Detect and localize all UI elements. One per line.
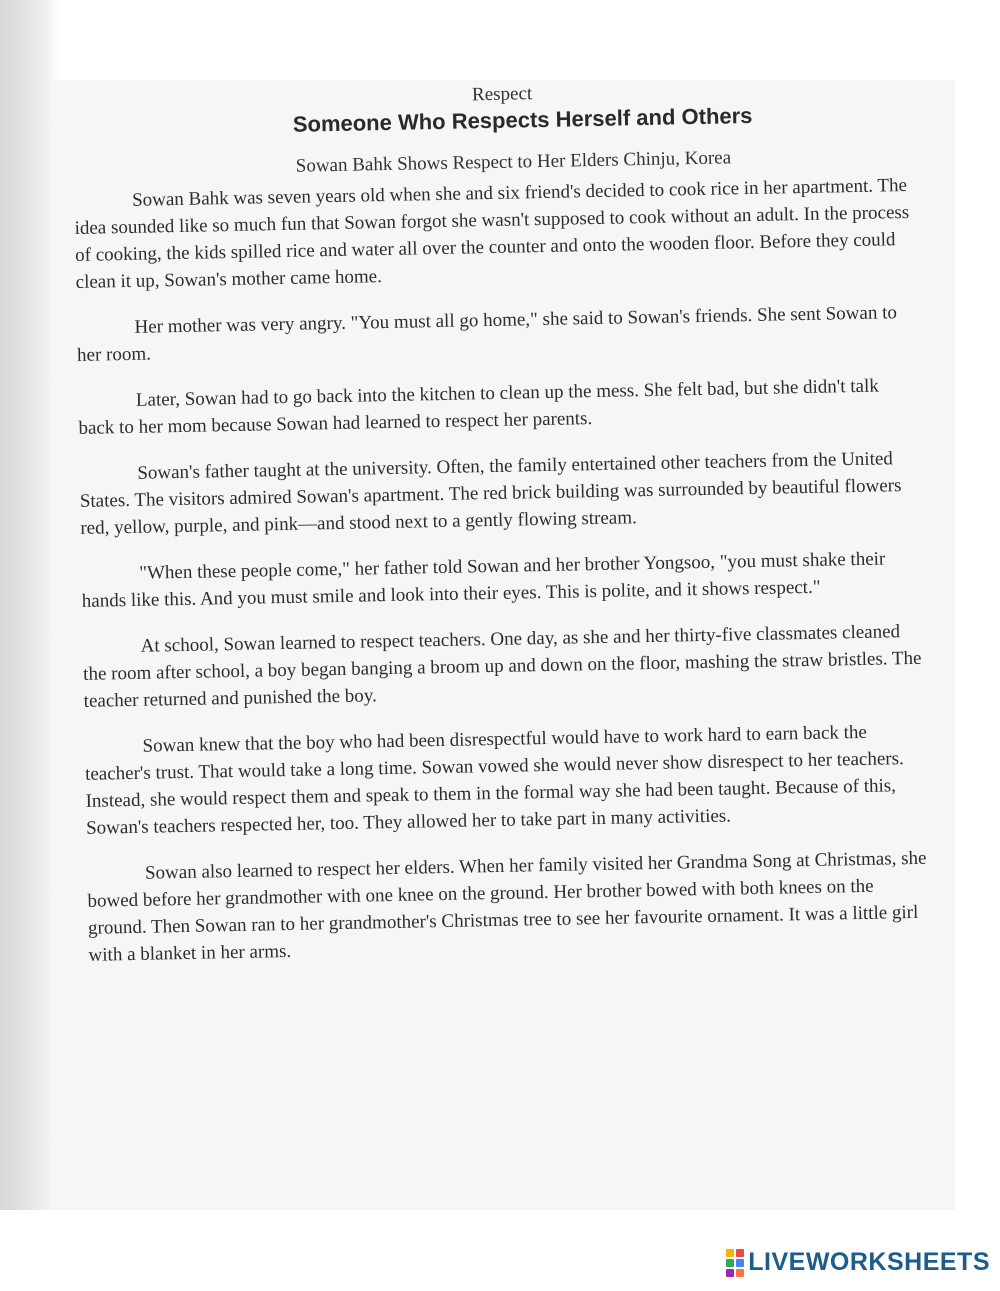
worksheet-document [72,76,929,969]
logo-square [726,1259,734,1267]
logo-square [726,1269,734,1277]
logo-square [726,1249,734,1257]
paragraph-6: At school, Sowan learned to respect teachers. One day, as she and her thirty-five classmates cleaned the room after school, a boy began banging a broom up and down on the floor, mashing the straw bristles. The teacher returned and punished the boy. [82,621,922,712]
paragraph-5: "When these people come," her father told Sowan and her brother Yongsoo, "you must shake their hands like this. And you must smile and look into their eyes. This is polite, and it shows respect." [81,548,886,612]
paragraph-1: Sowan Bahk was seven years old when she and six friend's decided to cook rice in her apartment. The idea sounded like so much fun that Sowan forgot she wasn't supposed to cook without an adult. In the process of cooking, the kids spilled rice and water all over the counter and onto the wooden floor. Before they could clean it up, Sowan's mother came home. [74,174,910,293]
paragraph-3: Later, Sowan had to go back into the kitchen to clean up the mess. She felt bad, but she didn't talk back to her mom because Sowan had learned to respect her parents. [78,375,879,439]
watermark-text: LIVEWORKSHEETS [748,1248,990,1276]
paragraph-8: Sowan also learned to respect her elders. When her family visited her Grandma Song at Christmas, she bowed before her grandmother with one knee on the ground. Her brother bowed with both knees on the ground. Then Sowan ran to her grandmother's Christmas tree to see her favourite ornament. It was a little girl with a blanket in her arms. [87,847,927,966]
section-label: Respect [471,83,533,106]
document-title: Someone Who Respects Herself and Others [292,102,753,137]
story-subtitle: Sowan Bahk Shows Respect to Her Elders Chinju, Korea [295,147,732,177]
liveworksheets-watermark [726,1248,990,1277]
liveworksheets-logo-icon [726,1249,744,1277]
paragraph-4: Sowan's father taught at the university. Often, the family entertained other teachers from the United States. The visitors admired Sowan's apartment. The red brick building was surrounded by beautiful flowers red, yellow, purple, and pink—and stood next to a gently flowing stream. [79,448,902,539]
logo-square [736,1269,744,1277]
story-body [74,172,929,969]
logo-square [736,1249,744,1257]
paragraph-2: Her mother was very angry. "You must all go home," she said to Sowan's friends. She sent Sowan to her room. [76,302,898,366]
scan-edge-shadow [0,0,60,1210]
paragraph-7: Sowan knew that the boy who had been disrespectful would have to work hard to earn back the teacher's trust. That would take a long time. Sowan vowed she would never show disrespect to her teachers. Instead, she would respect them and speak to them in the formal way she had been taught. Because of this, Sowan's teachers respected her, too. They allowed her to take part in many activities. [84,721,904,839]
logo-square [736,1259,744,1267]
